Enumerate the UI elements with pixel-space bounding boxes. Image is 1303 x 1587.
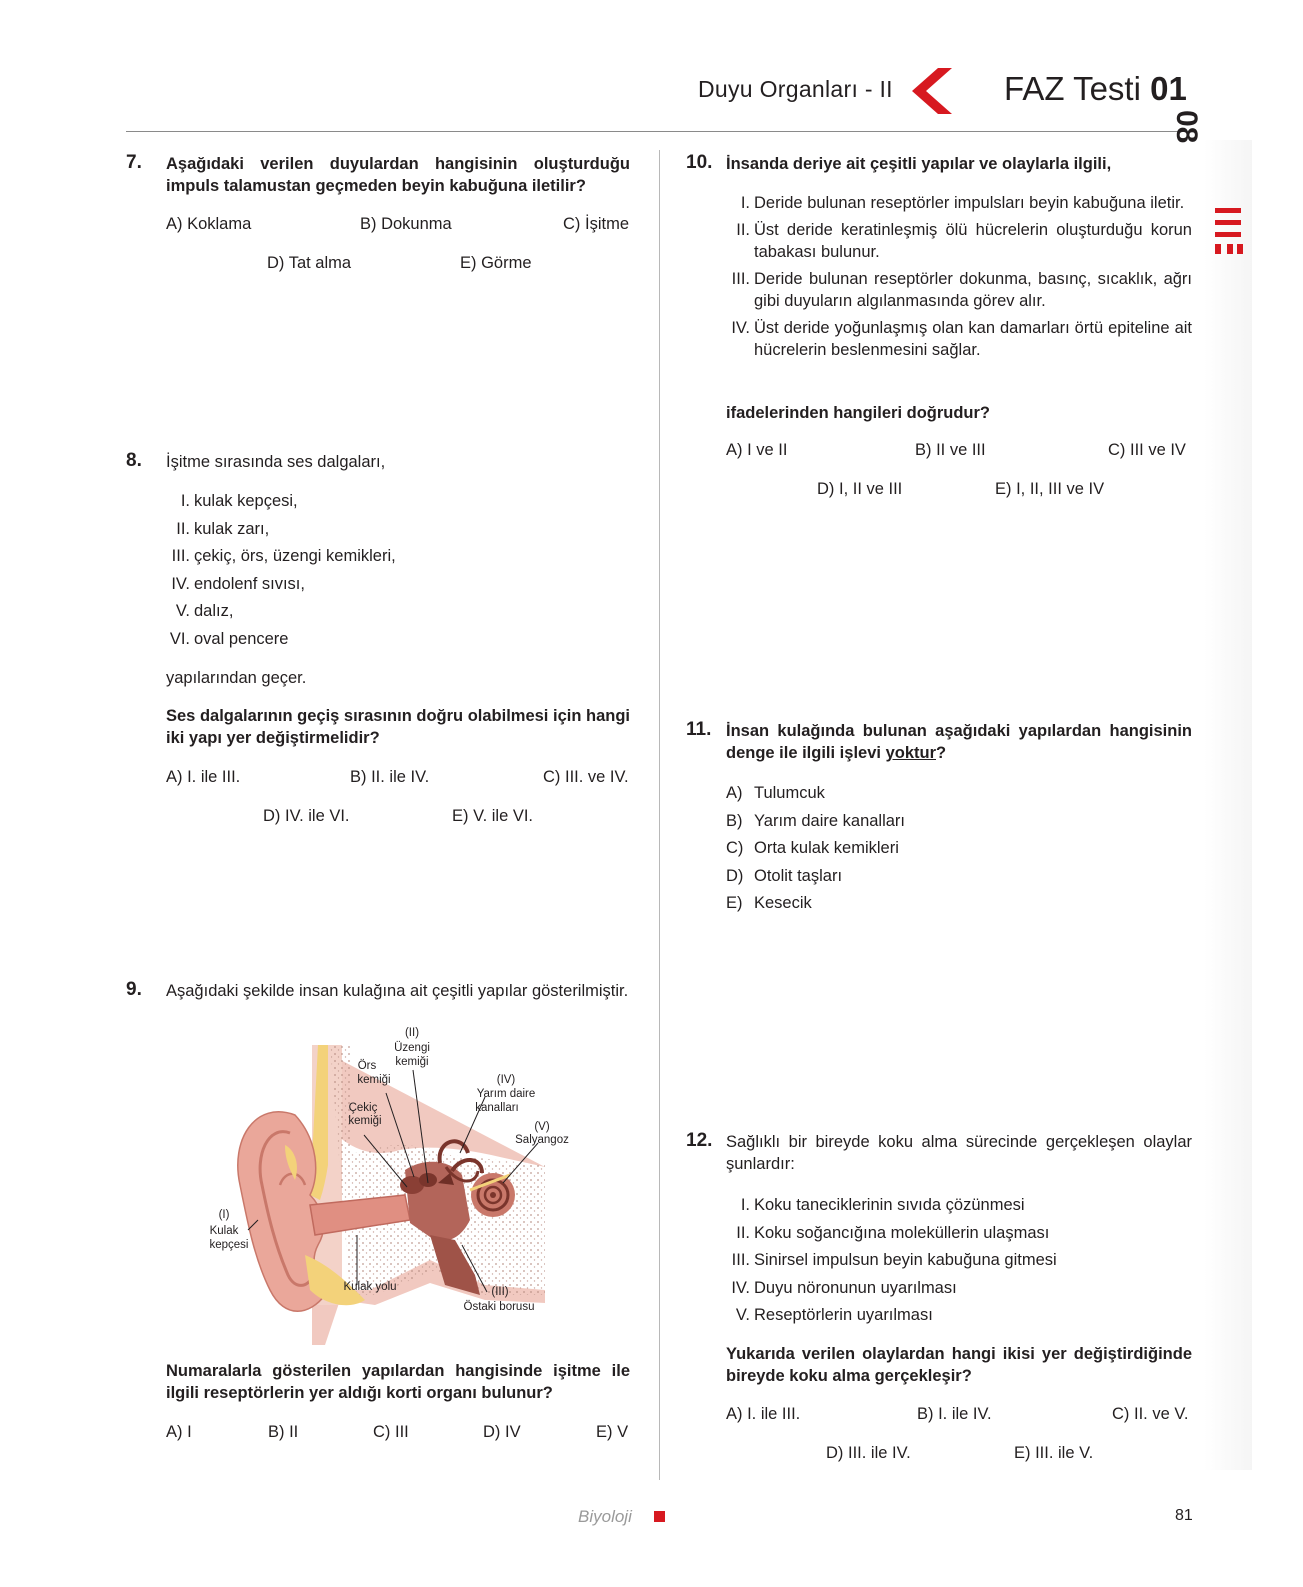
label-cekic-a: Çekiç [348,1102,378,1114]
label-kulak-yolu: Kulak yolu [343,1281,397,1293]
q7-number: 7. [126,152,142,173]
label-i-num: (I) [218,1209,230,1221]
q10-option-a[interactable]: A) I ve II [726,441,788,459]
q11-options [726,782,905,920]
q12-number: 12. [686,1130,713,1151]
label-v-a: Salyangoz [515,1134,569,1146]
q7-option-a[interactable]: A) Koklama [166,215,252,233]
q10-option-d[interactable]: D) I, II ve III [817,480,903,498]
q9-option-c[interactable]: C) III [373,1423,409,1441]
list-item: IV. Üst deride yoğunlaşmış olan kan damarları örtü epiteline ait hücrelerin beslenmesini sağlar. [731,319,1192,359]
q9-option-d[interactable]: D) IV [483,1423,521,1441]
q8-question: Ses dalgalarının geçiş sırasının doğru olabilmesi için hangi iki yapı yer değiştirmelidir? [166,707,630,747]
q12-option-c[interactable]: C) II. ve V. [1112,1405,1189,1423]
q8-number: 8. [126,450,142,471]
label-ii-a: Üzengi [394,1042,430,1054]
test-label: FAZ Testi [1004,70,1141,107]
side-label-faz [1170,110,1247,260]
q12-option-d[interactable]: D) III. ile IV. [826,1444,911,1462]
label-ors-a: Örs [357,1060,377,1072]
label-iv-b: kanalları [475,1102,519,1114]
q12-question: Yukarıda verilen olaylardan hangi ikisi yer değiştirdiğinde bireyde koku alma gerçekleşir? [726,1345,1192,1385]
header-divider [126,131,1192,132]
list-item: I. kulak kepçesi, [180,492,298,510]
label-i-a: Kulak [209,1225,239,1237]
label-iv-a: Yarım daire [476,1088,536,1100]
q8-option-b[interactable]: B) II. ile IV. [350,768,430,786]
q12-items [724,1194,1057,1332]
q8-option-a[interactable]: A) I. ile III. [166,768,241,786]
list-item: I. Koku taneciklerinin sıvıda çözünmesi [740,1196,1025,1214]
label-ii-num: (II) [404,1027,420,1039]
faz-logo-icon [1215,208,1243,254]
page-number: 81 [1175,1507,1193,1524]
q10-items [724,192,1192,361]
q8-after: yapılarından geçer. [166,669,307,687]
list-item: I. Deride bulunan reseptörler impulsları beyin kabuğuna iletir. [740,194,1185,212]
side-tab [1204,140,1252,1470]
list-item: V. Reseptörlerin uyarılması [735,1306,933,1325]
label-i-b: kepçesi [209,1239,249,1251]
label-ii-b: kemiği [395,1056,429,1068]
topic-title: Duyu Organları - II [698,76,893,102]
q11-text: İnsan kulağında bulunan aşağıdaki yapılardan hangisinin denge ile ilgili işlevi yoktur? [726,722,1192,762]
q8-intro: İşitme sırasında ses dalgaları, [166,453,386,471]
q7-option-c[interactable]: C) İşitme [563,215,629,233]
q11-option-d[interactable]: D) Otolit taşları [726,866,843,885]
label-cekic-b: kemiği [348,1115,382,1127]
test-number: 01 [1150,70,1187,107]
q10-text: İnsanda deriye ait çeşitli yapılar ve olaylarla ilgili, [726,155,1112,173]
column-divider [659,150,660,1480]
q8-option-d[interactable]: D) IV. ile VI. [263,807,350,825]
list-item: III. Deride bulunan reseptörler dokunma, basınç, sıcaklık, ağrı gibi duyuların algılanmasında görev alır. [731,270,1192,310]
q9-option-a[interactable]: A) I [166,1423,192,1441]
q11-option-c[interactable]: C) Orta kulak kemikleri [726,839,899,858]
list-item: II. Koku soğancığına moleküllerin ulaşması [736,1223,1050,1242]
q12-text: Sağlıklı bir bireyde koku alma sürecinde gerçekleşen olaylar şunlardır: [726,1133,1192,1173]
q10-option-c[interactable]: C) III ve IV [1108,441,1186,459]
q12-option-b[interactable]: B) I. ile IV. [917,1405,992,1423]
label-ors-b: kemiği [357,1074,391,1086]
q7-option-e[interactable]: E) Görme [460,254,532,272]
footer-subject: Biyoloji [578,1507,632,1526]
label-iv-num: (IV) [496,1074,516,1086]
q9-text: Aşağıdaki şekilde insan kulağına ait çeşitli yapılar gösterilmiştir. [166,982,629,1000]
q10-number: 10. [686,152,713,173]
q11-number: 11. [686,719,712,740]
q7-option-b[interactable]: B) Dokunma [360,215,452,233]
ear-anatomy-figure [200,1027,600,1345]
q7-text: Aşağıdaki verilen duyulardan hangisinin oluşturduğu impuls talamustan geçmeden beyin kabuğuna iletilir? [166,155,630,195]
footer-square-icon [654,1511,665,1522]
q8-option-c[interactable]: C) III. ve IV. [543,768,629,786]
q10-option-b[interactable]: B) II ve III [915,441,986,459]
q8-items [164,490,396,656]
list-item: VI. oval pencere [169,629,289,648]
list-item: III. çekiç, örs, üzengi kemikleri, [171,547,396,566]
q9-question: Numaralarla gösterilen yapılardan hangisinde işitme ile ilgili reseptörlerin yer aldığı korti organı bulunur? [166,1362,630,1402]
q9-option-b[interactable]: B) II [268,1423,299,1441]
q10-question: ifadelerinden hangileri doğrudur? [726,404,991,422]
list-item: III. Sinirsel impulsun beyin kabuğuna gitmesi [731,1251,1057,1270]
label-iii-num: (III) [491,1286,509,1298]
test-title [1004,70,1187,108]
q8-option-e[interactable]: E) V. ile VI. [452,807,534,825]
list-item: IV. Duyu nöronunun uyarılması [731,1278,957,1297]
chevron-icon [905,66,953,116]
list-item: II. Üst deride keratinleşmiş ölü hücrelerin oluşturduğu korun tabakası bulunur. [736,221,1192,261]
side-code: 08 [1170,110,1203,144]
q9-number: 9. [126,979,142,1000]
q9-option-e[interactable]: E) V [596,1423,629,1441]
q10-option-e[interactable]: E) I, II, III ve IV [995,480,1105,498]
q7-option-d[interactable]: D) Tat alma [267,254,352,272]
q11-option-b[interactable]: B) Yarım daire kanalları [726,811,906,830]
q11-option-a[interactable]: A) Tulumcuk [726,784,825,802]
list-item: V. dalız, [175,602,234,621]
list-item: IV. endolenf sıvısı, [171,574,305,593]
list-item: II. kulak zarı, [176,519,270,538]
q11-option-e[interactable]: E) Kesecik [726,894,812,913]
q12-option-a[interactable]: A) I. ile III. [726,1405,801,1423]
label-iii-a: Östaki borusu [463,1301,535,1313]
label-v-num: (V) [534,1121,550,1133]
q12-option-e[interactable]: E) III. ile V. [1014,1444,1094,1462]
